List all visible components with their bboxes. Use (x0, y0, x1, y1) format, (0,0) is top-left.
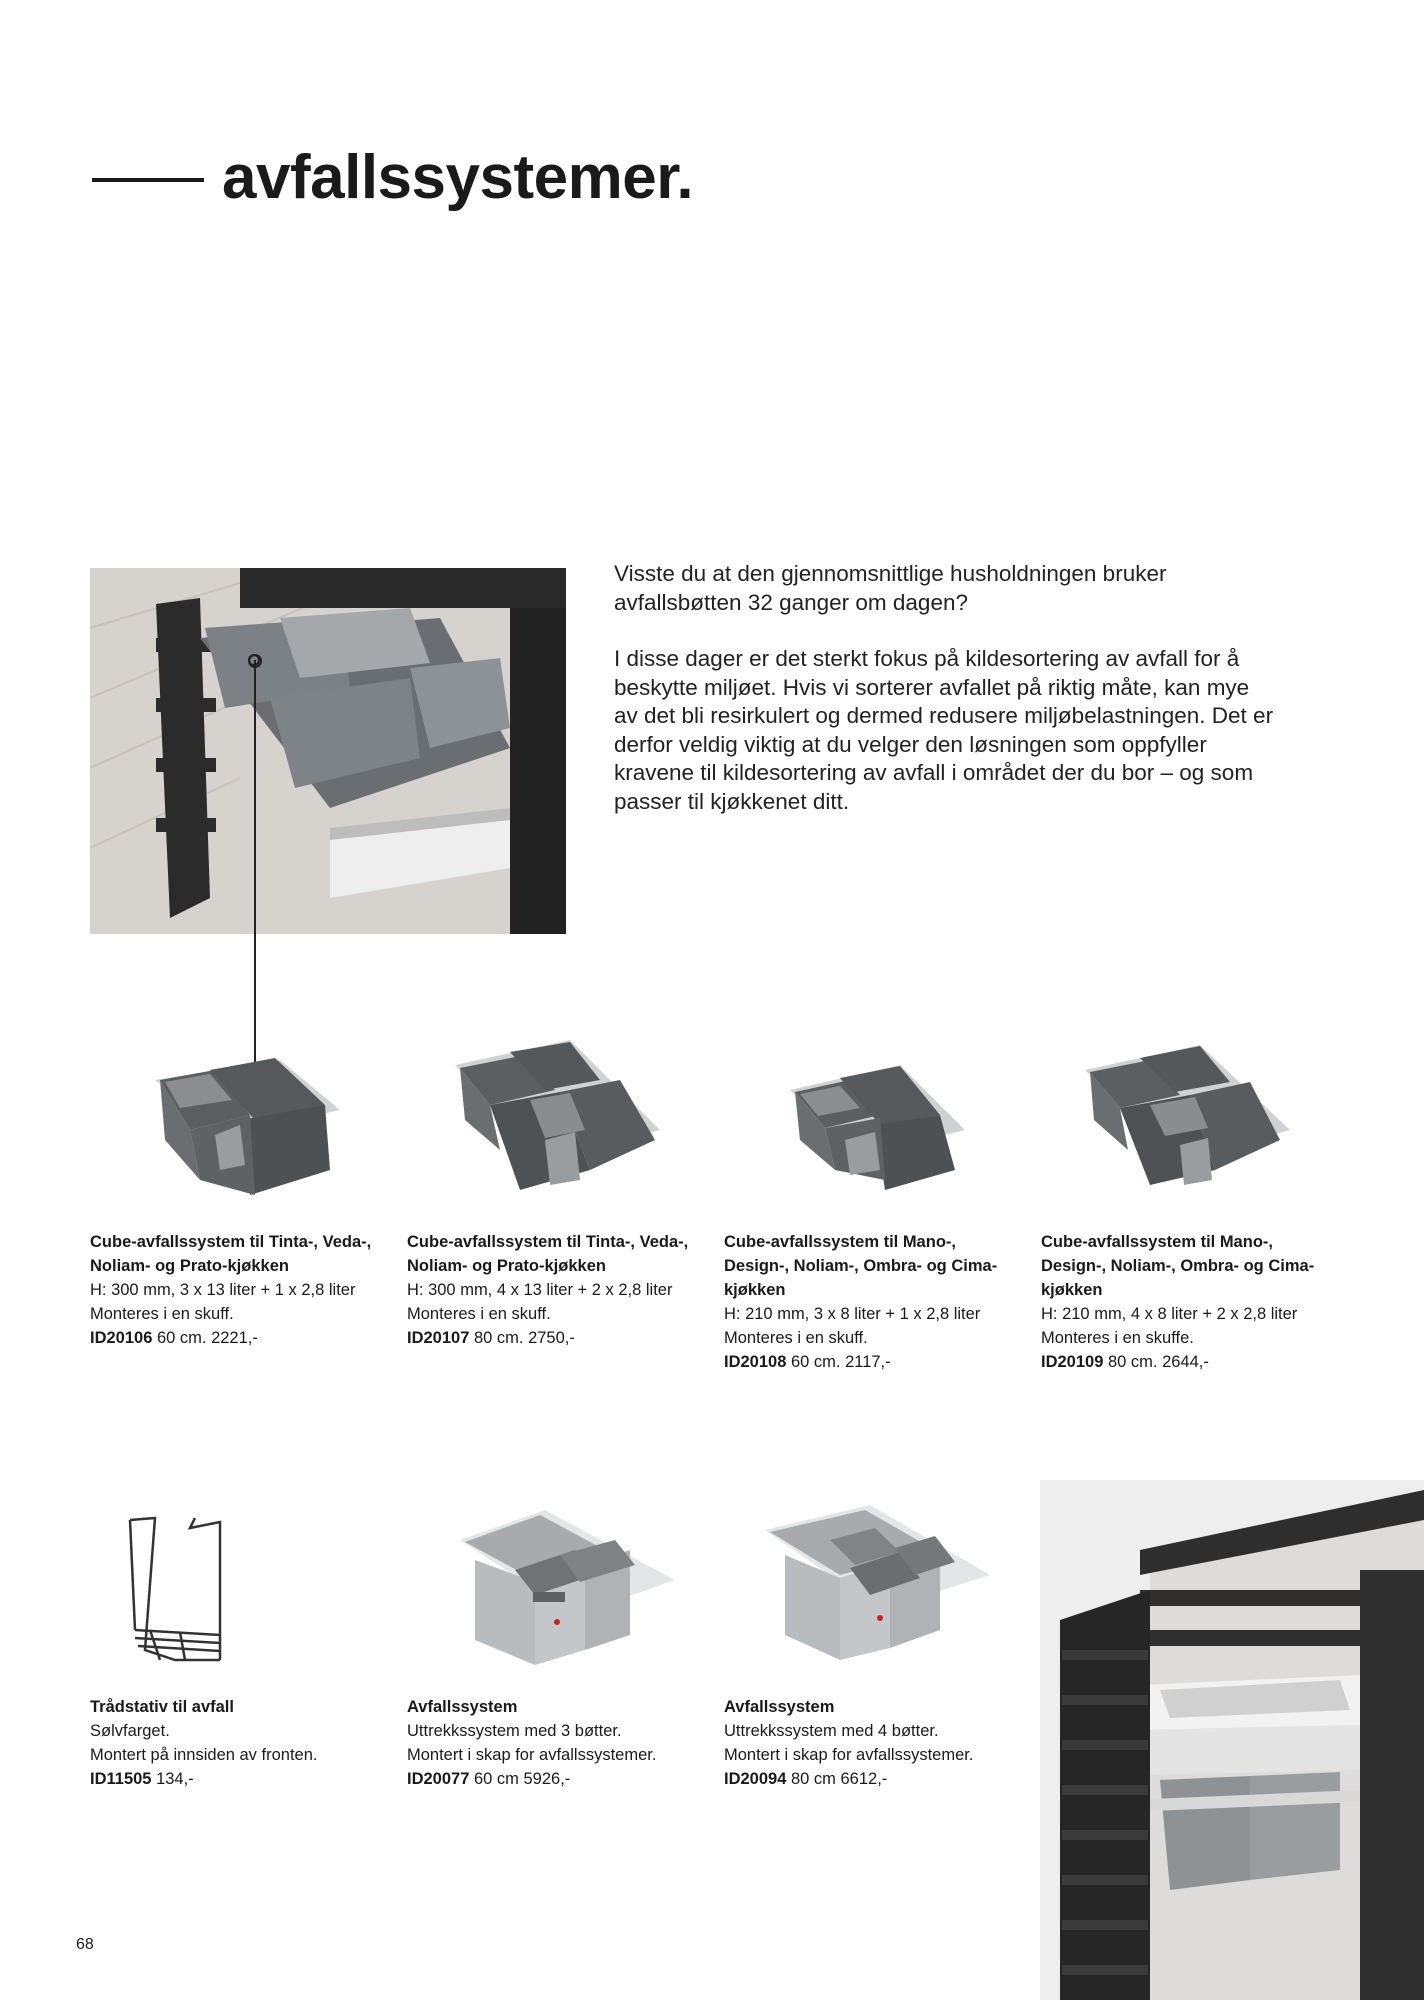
product-line1: Uttrekkssystem med 3 bøtter. (407, 1722, 622, 1740)
product-mount: Monteres i en skuff. (724, 1329, 868, 1347)
title-dash (92, 178, 204, 182)
product-spec: H: 300 mm, 3 x 13 liter + 1 x 2,8 liter (90, 1281, 356, 1299)
product-name: Cube-avfallssystem til Tinta-, Veda-, Noliam- og Prato-kjøkken (90, 1233, 372, 1275)
intro-text (614, 560, 1274, 844)
product-price: 60 cm. 2221,- (152, 1329, 258, 1347)
product-name: Cube-avfallssystem til Mano-, Design-, Noliam-, Ombra- og Cima-kjøkken (724, 1233, 998, 1299)
product-id: ID20108 (724, 1353, 787, 1371)
product-card-id20108 (724, 1230, 1024, 1374)
product-image-id20108 (780, 1020, 990, 1210)
callout-leader-line (254, 660, 256, 1080)
product-line2: Montert i skap for avfallssystemer. (724, 1746, 974, 1764)
product-line2: Montert i skap for avfallssystemer. (407, 1746, 657, 1764)
callout-leader-dot (248, 654, 262, 668)
product-line1: Sølvfarget. (90, 1722, 170, 1740)
product-mount: Monteres i en skuff. (407, 1305, 551, 1323)
product-image-id20106 (140, 1020, 350, 1210)
product-price: 80 cm 6612,- (786, 1770, 888, 1788)
product-image-id11505 (120, 1510, 260, 1670)
product-card-id11505 (90, 1695, 390, 1791)
product-spec: H: 300 mm, 4 x 13 liter + 2 x 2,8 liter (407, 1281, 673, 1299)
product-price: 80 cm. 2644,- (1103, 1353, 1209, 1371)
product-card-id20094 (724, 1695, 1024, 1791)
hero-drawer-photo (90, 568, 566, 934)
product-name: Avfallssystem (724, 1698, 835, 1716)
product-card-id20107 (407, 1230, 707, 1350)
product-card-id20106 (90, 1230, 390, 1350)
page-title: avfallssystemer. (222, 143, 694, 212)
product-price: 60 cm 5926,- (469, 1770, 571, 1788)
product-mount: Monteres i en skuff. (90, 1305, 234, 1323)
product-name: Trådstativ til avfall (90, 1698, 234, 1716)
page-number: 68 (76, 1936, 94, 1953)
product-line1: Uttrekkssystem med 4 bøtter. (724, 1722, 939, 1740)
product-id: ID20109 (1041, 1353, 1104, 1371)
product-image-id20077 (455, 1500, 675, 1680)
product-name: Cube-avfallssystem til Tinta-, Veda-, Noliam- og Prato-kjøkken (407, 1233, 689, 1275)
intro-paragraph-2: I disse dager er det sterkt fokus på kildesortering av avfall for å beskytte miljøet. Hvis vi sorterer avfallet på riktig måte, kan mye av det bli resirkulert og dermed redusere miljøbelastningen. Det er derfor veldig viktig at du velger den løsningen som oppfyller kravene til kildesortering av avfall i området der du bor – og som passer til kjøkkenet ditt. (614, 646, 1274, 814)
product-id: ID20094 (724, 1770, 787, 1788)
product-card-id20077 (407, 1695, 707, 1791)
cabinet-photo (1040, 1480, 1424, 2000)
product-card-id20109 (1041, 1230, 1341, 1374)
product-id: ID20107 (407, 1329, 470, 1347)
product-price: 80 cm. 2750,- (469, 1329, 575, 1347)
product-mount: Monteres i en skuffe. (1041, 1329, 1194, 1347)
product-image-id20107 (450, 1020, 660, 1210)
product-price: 60 cm. 2117,- (786, 1353, 891, 1371)
intro-paragraph-1: Visste du at den gjennomsnittlige husholdningen bruker avfallsbøtten 32 ganger om dagen? (614, 561, 1167, 615)
product-id: ID20077 (407, 1770, 470, 1788)
product-image-id20094 (760, 1500, 990, 1680)
product-spec: H: 210 mm, 3 x 8 liter + 1 x 2,8 liter (724, 1305, 981, 1323)
product-line2: Montert på innsiden av fronten. (90, 1746, 318, 1764)
product-name: Cube-avfallssystem til Mano-, Design-, Noliam-, Ombra- og Cima-kjøkken (1041, 1233, 1315, 1299)
product-id: ID11505 (90, 1770, 152, 1788)
product-spec: H: 210 mm, 4 x 8 liter + 2 x 2,8 liter (1041, 1305, 1298, 1323)
product-name: Avfallssystem (407, 1698, 518, 1716)
product-id: ID20106 (90, 1329, 153, 1347)
product-price: 134,- (151, 1770, 194, 1788)
product-image-id20109 (1080, 1020, 1290, 1210)
